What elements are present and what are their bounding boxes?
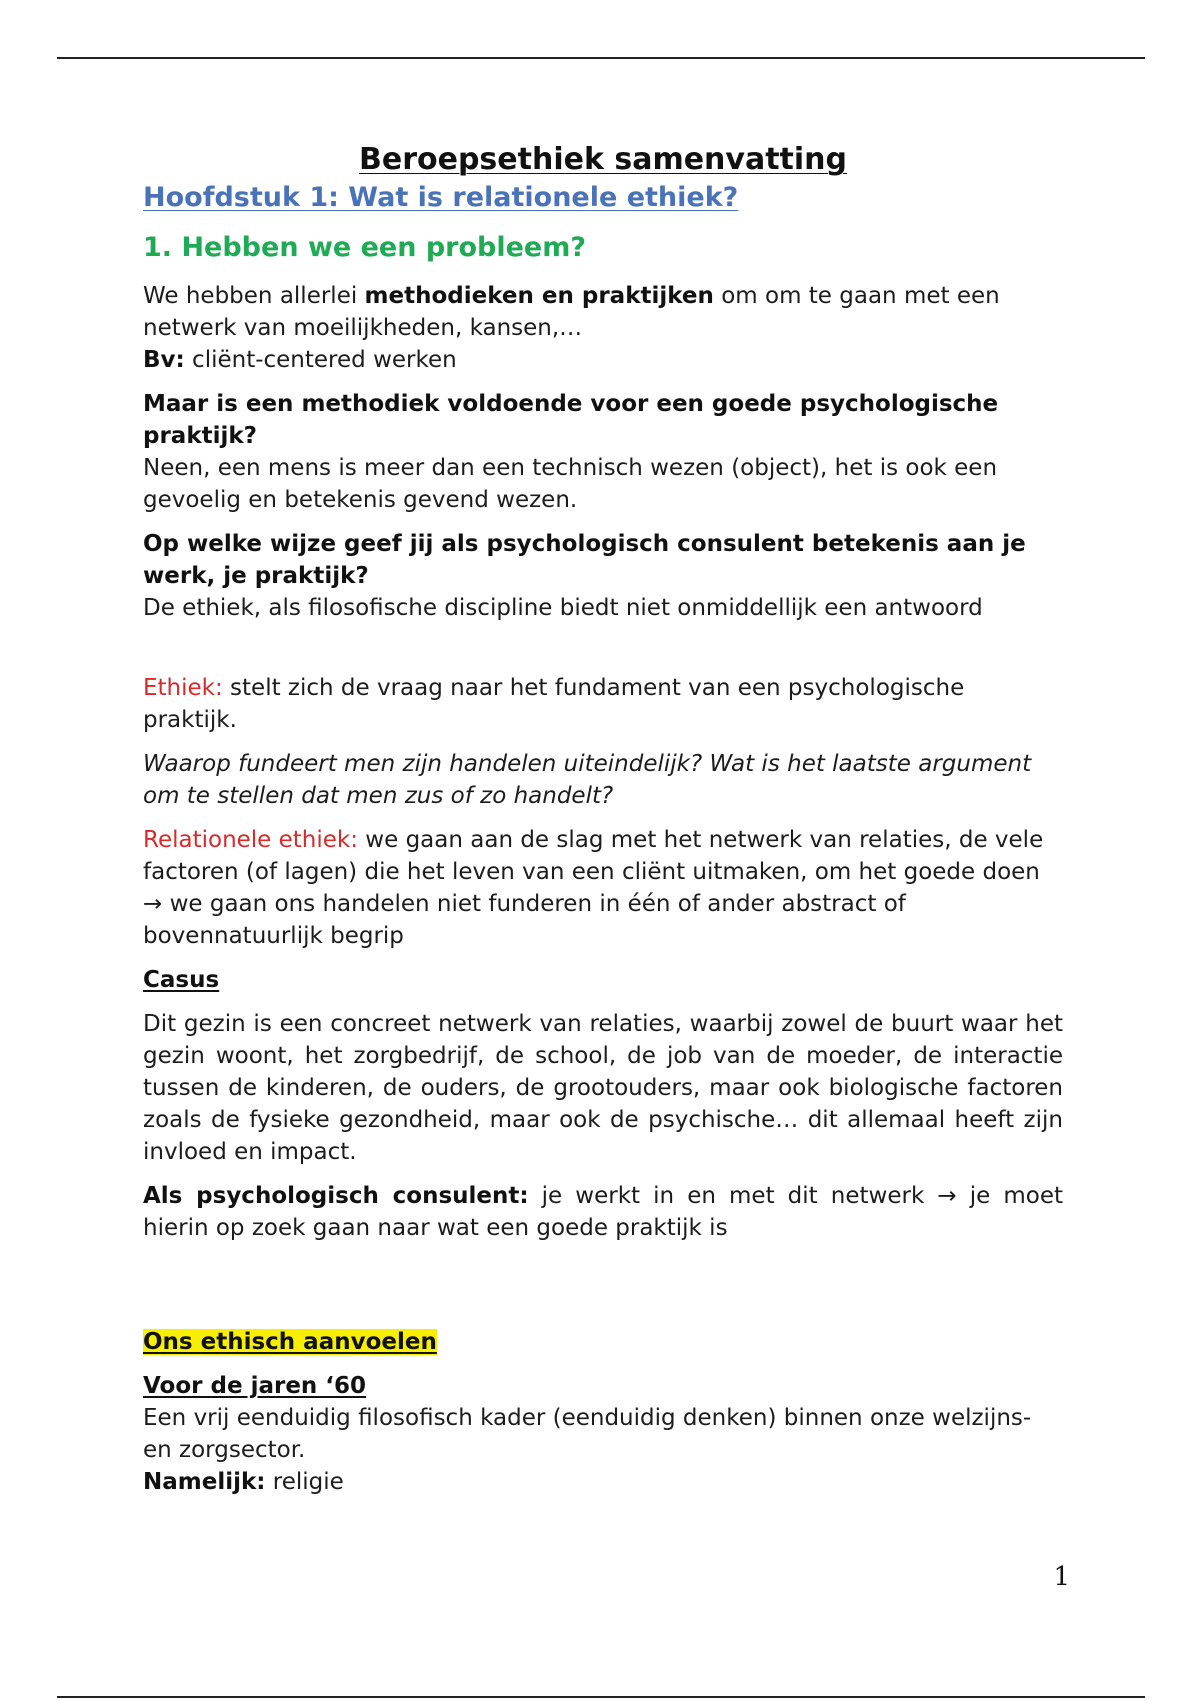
voor60-text: Een vrij eenduidig filosofisch kader (eenduidig denken) binnen onze welzijns- en zorgsector. <box>143 1405 1032 1463</box>
intro-paragraph: We hebben allerlei methodieken en praktijken om om te gaan met een netwerk van moeilijkheden, kansen,… Bv: cliënt-centered werken <box>143 283 1000 373</box>
namelijk-text: religie <box>265 1469 344 1495</box>
casus-heading: Casus <box>143 967 220 993</box>
section-heading: 1. Hebben we een probleem? <box>143 232 587 263</box>
page-number: 1 <box>1053 1562 1070 1592</box>
emphasis-methodieken: methodieken en praktijken <box>364 283 714 309</box>
relationele-definition: Relationele ethiek: we gaan aan de slag met het netwerk van relaties, de vele factoren (of lagen) die het leven van een cliënt uitmaken, om het goede doen → we gaan ons handelen niet funderen in één of ander abstract of bovennatuurlijk begrip <box>143 827 1044 949</box>
bv-label: Bv: <box>143 347 185 373</box>
answer-methodiek: Neen, een mens is meer dan een technisch wezen (object), het is ook een gevoelig en betekenis gevend wezen. <box>143 455 998 513</box>
relationele-arrow-line: → we gaan ons handelen niet funderen in één of ander abstract of bovennatuurlijk begrip <box>143 891 906 949</box>
question-methodiek: Maar is een methodiek voldoende voor een goede psychologische praktijk? Neen, een mens is meer dan een technisch wezen (object), het is ook een gevoelig en betekenis gevend wezen. <box>143 391 999 513</box>
answer-betekenis: De ethiek, als filosofische discipline biedt niet onmiddellijk een antwoord <box>143 595 983 621</box>
document-body <box>143 140 1063 1498</box>
voor60-heading: Voor de jaren ‘60 <box>143 1373 367 1399</box>
ethiek-definition: Ethiek: stelt zich de vraag naar het fundament van een psychologische praktijk. <box>143 675 965 733</box>
document-title: Beroepsethiek samenvatting <box>358 142 848 177</box>
ethiek-label: Ethiek: <box>143 675 223 701</box>
bv-text: cliënt-centered werken <box>184 347 457 373</box>
ons-ethisch-heading: Ons ethisch aanvoelen <box>143 1329 437 1355</box>
question-betekenis: Op welke wijze geef jij als psychologisch consulent betekenis aan je werk, je praktijk? De ethiek, als filosofische discipline biedt niet onmiddellijk een antwoord <box>143 531 1026 621</box>
italic-question: Waarop fundeert men zijn handelen uiteindelijk? Wat is het laatste argument om te stellen dat men zus of zo handelt? <box>143 751 1032 809</box>
footer-rule <box>57 1696 1145 1698</box>
consulent-paragraph: Als psychologisch consulent: je werkt in en met dit netwerk → je moet hierin op zoek gaan naar wat een goede praktijk is <box>143 1183 1063 1241</box>
relationele-label: Relationele ethiek: <box>143 827 358 853</box>
consulent-label: Als psychologisch consulent: <box>143 1183 529 1209</box>
header-rule <box>57 57 1145 59</box>
voor60-section <box>143 1370 1063 1498</box>
namelijk-label: Namelijk: <box>143 1469 266 1495</box>
casus-text: Dit gezin is een concreet netwerk van relaties, waarbij zowel de buurt waar het gezin woont, het zorgbedrijf, de school, de job van de moeder, de interactie tussen de kinderen, de ouders, de grootouders, maar ook biologische factoren zoals de fysieke gezondheid, maar ook de psychische… dit allemaal heeft zijn invloed en impact. <box>143 1011 1063 1165</box>
chapter-heading: Hoofdstuk 1: Wat is relationele ethiek? <box>143 182 739 213</box>
